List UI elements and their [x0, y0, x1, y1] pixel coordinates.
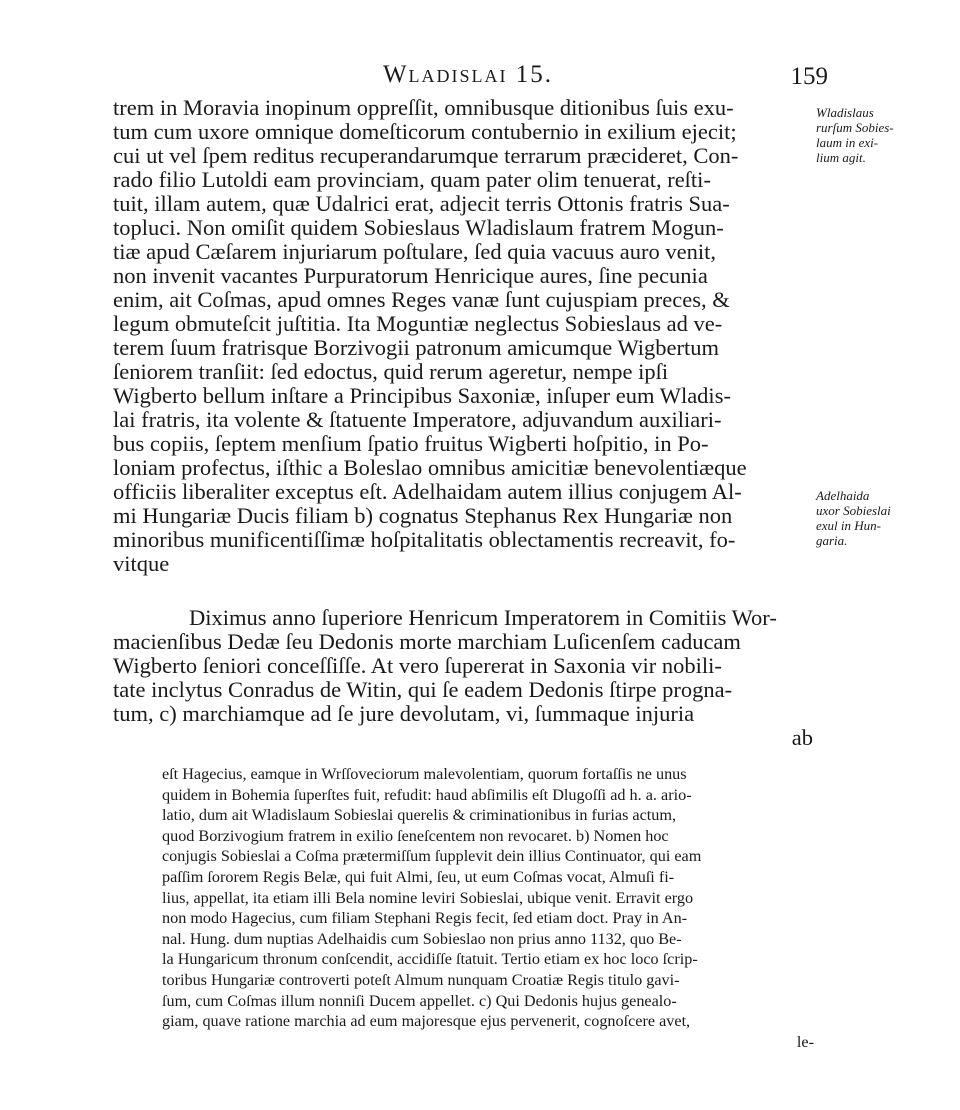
- text-line: bus copiis, ſeptem menſium ſpatio fruitus Wigberti hoſpitio, in Po-: [113, 431, 709, 456]
- footnote-line: paſſim ſororem Regis Belæ, qui fuit Almi, ſeu, ut eum Coſmas vocat, Almuſi fi-: [162, 867, 675, 886]
- text-line: legum obmuteſcit juſtitia. Ita Moguntiæ neglectus Sobieslaus ad ve-: [113, 311, 723, 336]
- marginal-note-line: Adelhaida: [816, 488, 870, 503]
- marginal-note-line: lium agit.: [816, 150, 866, 165]
- text-line: non invenit vacantes Purpuratorum Henricique aures, ſine pecunia: [113, 263, 708, 288]
- footnote-line: eſt Hagecius, eamque in Wrſſoveciorum malevolentiam, quorum fortaſſis ne unus: [162, 765, 687, 783]
- text-line: lai fratris, ita volente & ſtatuente Imperatore, adjuvandum auxiliari-: [113, 407, 722, 432]
- marginal-note: [816, 105, 936, 165]
- text-line: trem in Moravia inopinum oppreſſit, omnibusque ditionibus ſuis exu-: [113, 95, 734, 120]
- running-title: Wladislai 15.: [382, 61, 554, 88]
- marginal-note-line: uxor Sobieslai: [816, 503, 891, 518]
- text-line: tum cum uxore omnique domeſticorum contubernio in exilium ejecit;: [113, 119, 737, 144]
- marginal-note-line: Wladislaus: [816, 105, 874, 120]
- footnote-line: toribus Hungariæ controverti poteſt Almum nunquam Croatiæ Regis titulo gavi-: [162, 970, 680, 989]
- text-line: Diximus anno ſuperiore Henricum Imperatorem in Comitiis Wor-: [189, 605, 777, 630]
- page-number: 159: [790, 63, 828, 90]
- footnote-line: la Hungaricum thronum conſcendit, accidiſſe ſtatuit. Tertio etiam ex hoc loco ſcrip-: [162, 950, 698, 969]
- text-line: mi Hungariæ Ducis filiam b) cognatus Stephanus Rex Hungariæ non: [113, 503, 733, 528]
- text-line: enim, ait Coſmas, apud omnes Reges vanæ ſunt cujuspiam preces, &: [113, 287, 730, 312]
- text-line: loniam profectus, iſthic a Boleslao omnibus amicitiæ benevolentiæque: [113, 455, 747, 480]
- footnote-line: lius, appellat, ita etiam illi Bela nomine leviri Sobieslai, ubique venit. Erravit ergo: [162, 888, 694, 907]
- text-line: Wigberto ſeniori conceſſiſſe. At vero ſupererat in Saxonia vir nobili-: [113, 653, 722, 678]
- text-line: tate inclytus Conradus de Witin, qui ſe eadem Dedonis ſtirpe progna-: [113, 677, 733, 702]
- main-text-paragraph-1: [113, 96, 813, 576]
- text-line: tuit, illam autem, quæ Udalrici erat, adjecit terris Ottonis fratris Sua-: [113, 191, 730, 216]
- main-text-paragraph-2: [113, 606, 813, 750]
- footnote-line: giam, quave ratione marchia ad eum majoresque ejus pervenerit, cognoſcere avet,: [162, 1012, 691, 1031]
- text-line: rado filio Lutoldi eam provinciam, quam pater olim tenuerat, reſti-: [113, 167, 711, 192]
- text-line: macienſibus Dedæ ſeu Dedonis morte marchiam Luſicenſem caducam: [113, 629, 741, 654]
- footnote-catchword: le-: [796, 1032, 814, 1051]
- footnote-line: conjugis Sobieslai a Coſma prætermiſſum ſupplevit dein illius Continuator, qui eam: [162, 847, 702, 866]
- footnote-line: nal. Hung. dum nuptias Adelhaidis cum Sobieslao non prius anno 1132, quo Be-: [162, 929, 682, 948]
- running-head: [112, 58, 828, 92]
- text-line: terem ſuum fratrisque Borzivogii patronum amicumque Wigbertum: [113, 335, 720, 360]
- marginal-note-line: garia.: [816, 533, 848, 548]
- marginal-note-line: rurſum Sobies-: [816, 120, 894, 135]
- footnote-line: non modo Hagecius, cum filiam Stephani Regis fecit, ſed etiam doct. Pray in An-: [162, 909, 688, 928]
- footnote-line: quidem in Bohemia ſuperſtes fuit, refudit: haud abſimilis eſt Dlugoſſi ad h. a. ario-: [162, 785, 692, 804]
- footnote-line: ſum, cum Coſmas illum nonniſi Ducem appellet. c) Qui Dedonis hujus genealo-: [162, 991, 677, 1010]
- footnote-line: latio, dum ait Wladislaum Sobieslai querelis & criminationibus in furias actum,: [162, 806, 677, 825]
- text-line: tiæ apud Cæſarem injuriarum poſtulare, ſed quia vacuus auro venit,: [113, 239, 716, 264]
- marginal-note-line: laum in exi-: [816, 135, 879, 150]
- text-line: ſeniorem tranſiit: ſed edoctus, quid rerum ageretur, nempe ipſi: [113, 359, 669, 384]
- marginal-note: [816, 488, 936, 548]
- text-line: officiis liberaliter exceptus eſt. Adelhaidam autem illius conjugem Al-: [113, 479, 742, 504]
- text-line: vitque: [113, 551, 170, 576]
- marginal-note-line: exul in Hun-: [816, 518, 881, 533]
- text-line: minoribus munificentiſſimæ hoſpitalitatis oblectamentis recreavit, fo-: [113, 527, 736, 552]
- footnotes: [162, 764, 814, 1052]
- footnote-line: quod Borzivogium fratrem in exilio ſeneſcentem non revocaret. b) Nomen hoc: [162, 826, 669, 845]
- catchword: ab: [791, 725, 813, 750]
- text-line: cui ut vel ſpem reditus recuperandarumque terrarum præcideret, Con-: [113, 143, 739, 168]
- text-line: tum, c) marchiamque ad ſe jure devolutam, vi, ſummaque injuria: [113, 701, 695, 726]
- text-line: topluci. Non omiſit quidem Sobieslaus Wladislaum fratrem Mogun-: [113, 215, 724, 240]
- text-line: Wigberto bellum inſtare a Principibus Saxoniæ, inſuper eum Wladis-: [113, 383, 731, 408]
